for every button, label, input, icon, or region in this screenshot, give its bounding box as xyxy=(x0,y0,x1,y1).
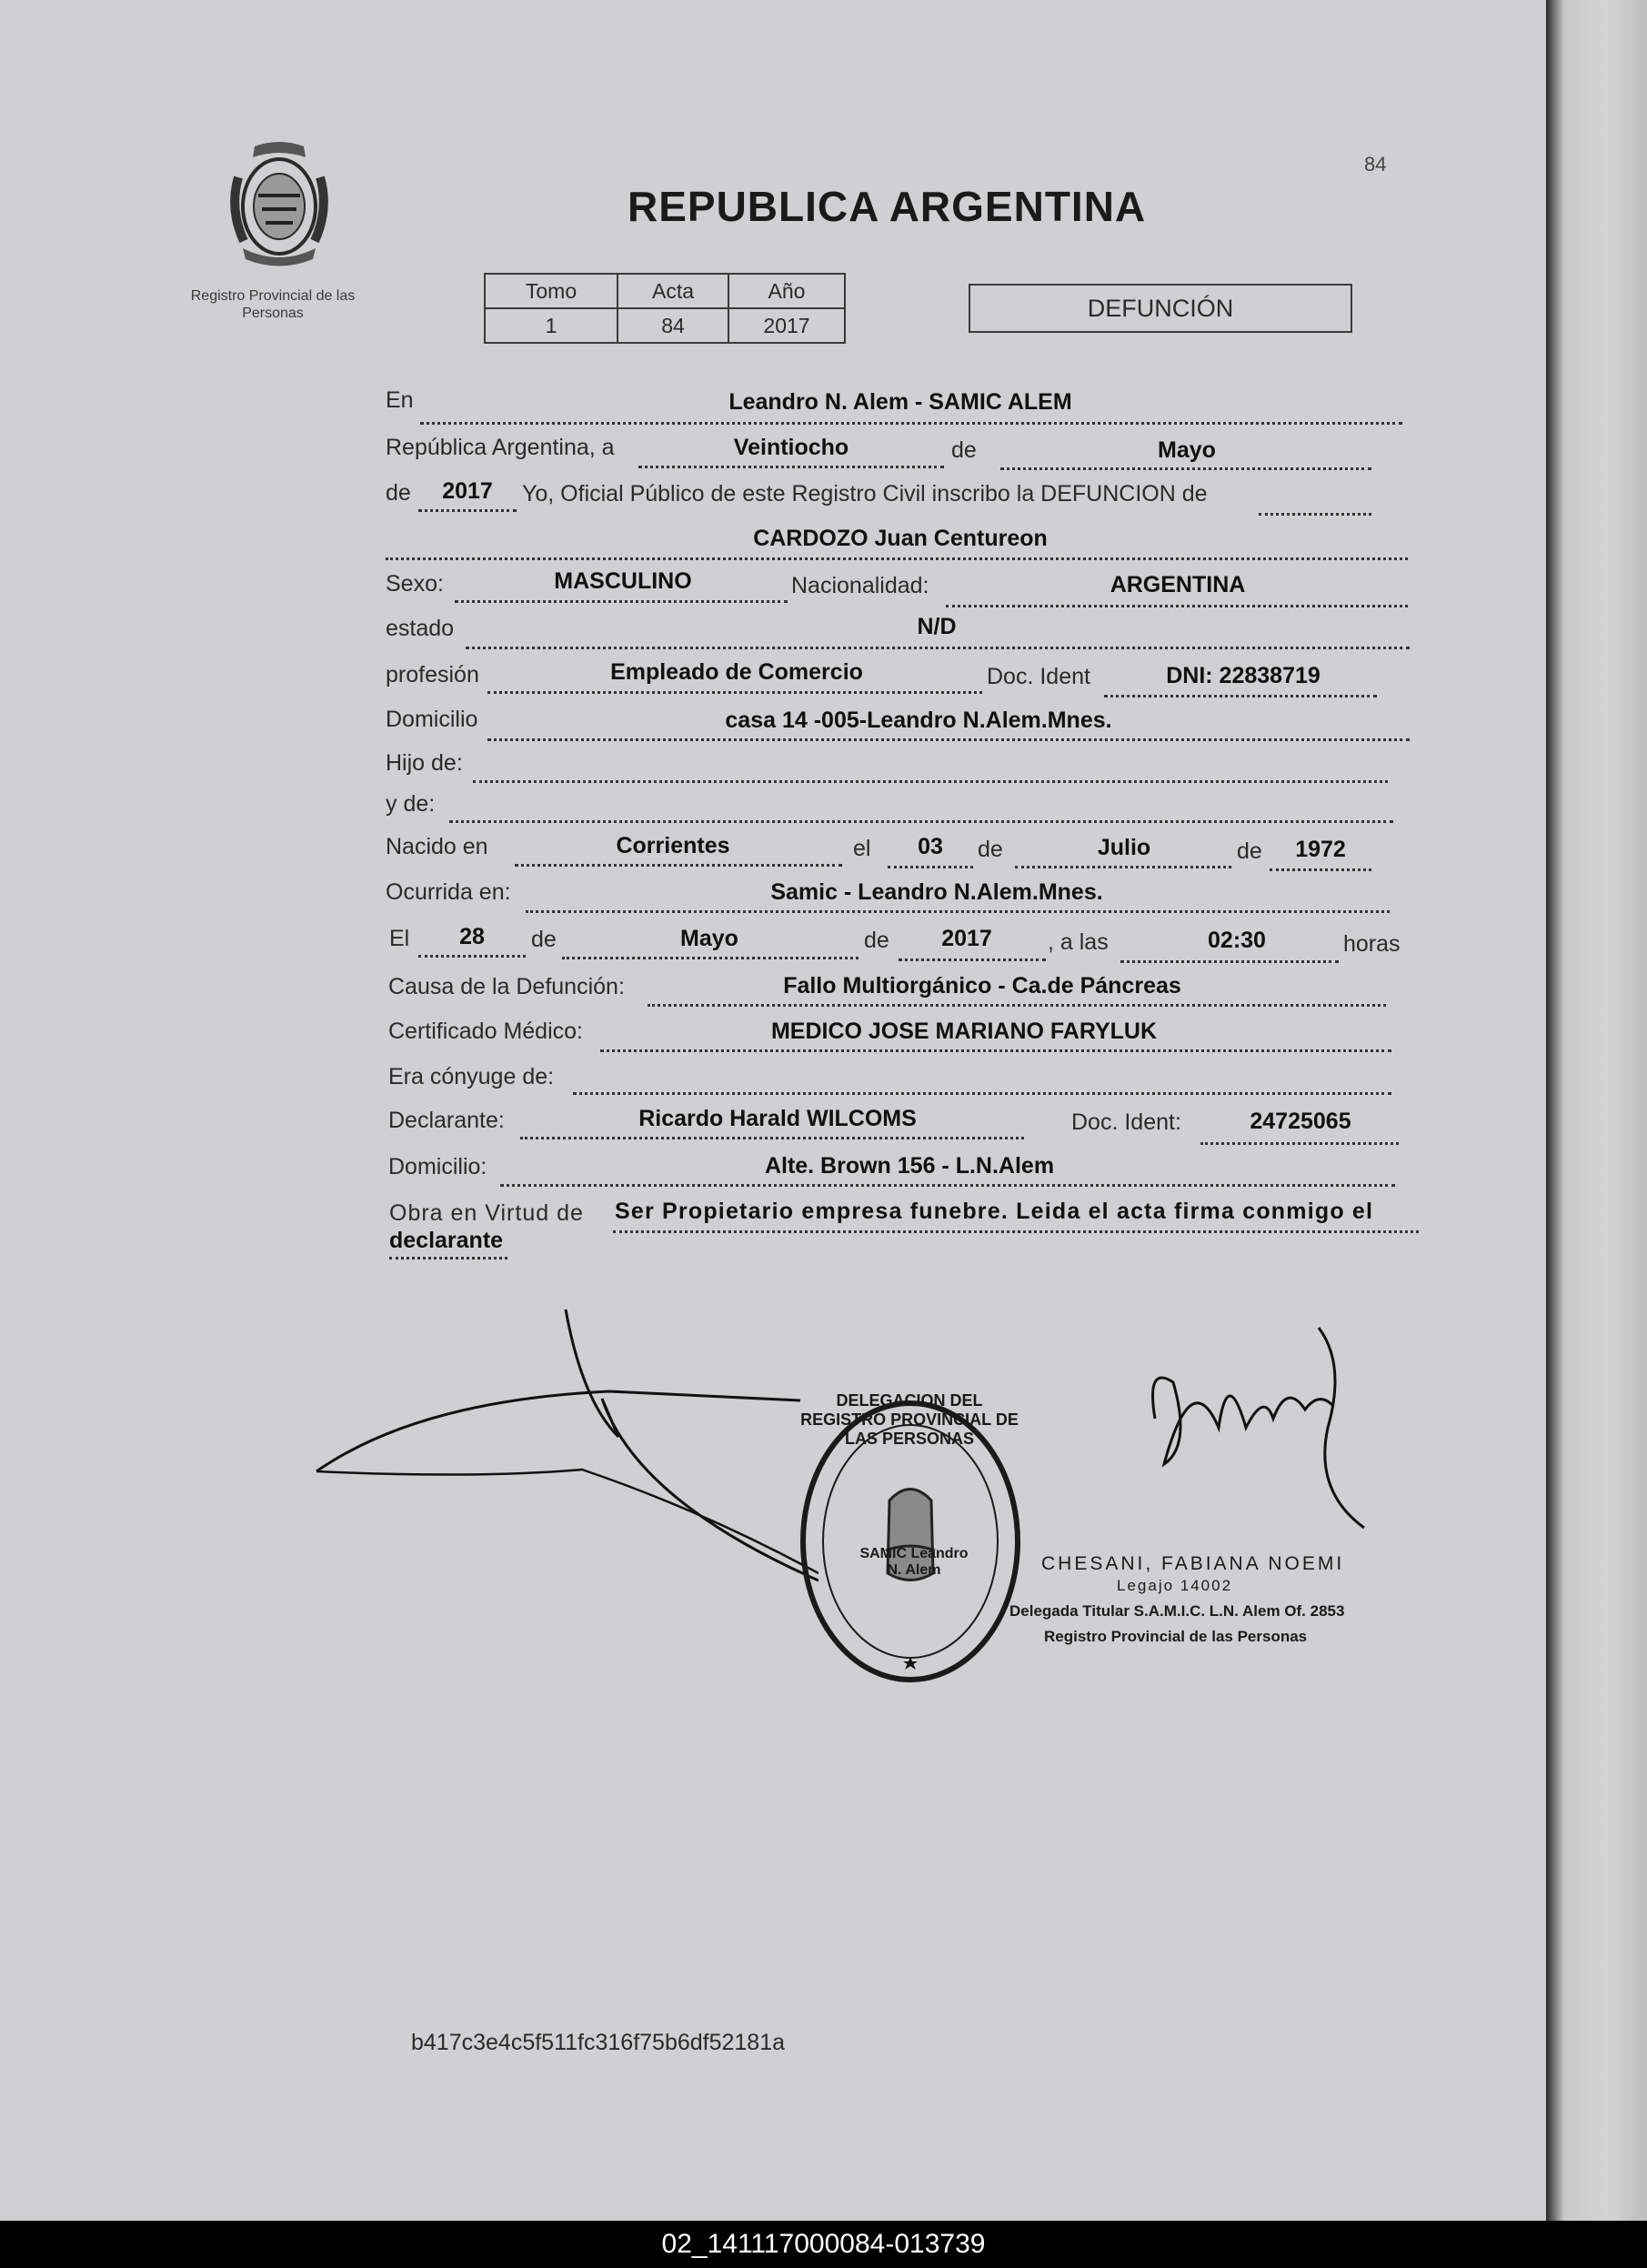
obra-line-2 xyxy=(389,1257,507,1259)
republica-label: República Argentina, a xyxy=(386,435,615,460)
domicilio-value: casa 14 -005-Leandro N.Alem.Mnes. xyxy=(725,707,1112,733)
binder-edge xyxy=(1546,0,1647,2221)
tomo-header: Tomo xyxy=(485,274,618,308)
domicilio-line xyxy=(487,738,1410,741)
estado-label: estado xyxy=(386,616,455,641)
certificado-label: Certificado Médico: xyxy=(388,1019,583,1044)
hora-line xyxy=(1120,960,1339,963)
hora-value: 02:30 xyxy=(1208,928,1266,953)
day-words: Veintiocho xyxy=(733,435,849,460)
scan-id: 02_141117000084-013739 xyxy=(0,2221,1647,2268)
document-hash: b417c3e4c5f511fc316f75b6df52181a xyxy=(411,2030,786,2055)
fallec-mes: Mayo xyxy=(680,926,738,951)
conyuge-label: Era cónyuge de: xyxy=(388,1064,555,1089)
declarante-domicilio-value: Alte. Brown 156 - L.N.Alem xyxy=(764,1153,1055,1179)
doc-ident-value: DNI: 22838719 xyxy=(1166,663,1321,688)
ocurrida-value: Samic - Leandro N.Alem.Mnes. xyxy=(770,879,1103,905)
estado-value: N/D xyxy=(917,614,957,639)
inscribo-line xyxy=(1259,513,1371,516)
declarante-doc-label: Doc. Ident: xyxy=(1071,1109,1181,1135)
acta-header: Acta xyxy=(618,274,728,308)
official-role: Delegada Titular S.A.M.I.C. L.N. Alem Of. 2853 xyxy=(1009,1602,1345,1620)
a-las-label: , a las xyxy=(1048,929,1109,955)
nacionalidad-line xyxy=(946,605,1408,607)
en-value: Leandro N. Alem - SAMIC ALEM xyxy=(728,389,1072,415)
de-label-6: de xyxy=(864,928,889,953)
en-label: En xyxy=(386,387,414,413)
conyuge-line xyxy=(573,1092,1391,1095)
certificado-value: MEDICO JOSE MARIANO FARYLUK xyxy=(770,1019,1158,1044)
causa-line xyxy=(648,1004,1386,1007)
tomo-value: 1 xyxy=(485,308,618,343)
nacido-dia-line xyxy=(888,866,973,868)
de-label-5: de xyxy=(531,927,557,952)
fallec-mes-line xyxy=(562,957,859,959)
estado-line xyxy=(466,647,1410,649)
nacionalidad-label: Nacionalidad: xyxy=(791,573,929,598)
nacionalidad-value: ARGENTINA xyxy=(1110,572,1246,597)
domicilio-label: Domicilio xyxy=(386,707,478,732)
sexo-label: Sexo: xyxy=(386,571,444,597)
nacido-dia: 03 xyxy=(918,834,943,859)
official-registry: Registro Provincial de las Personas xyxy=(1044,1628,1308,1645)
official-legajo: Legajo 14002 xyxy=(1117,1577,1233,1594)
declarante-doc-value: 24725065 xyxy=(1250,1109,1351,1134)
anio-header: Año xyxy=(728,274,845,308)
page-number: 84 xyxy=(1364,153,1387,176)
anio-value: 2017 xyxy=(728,308,845,343)
province-emblem-icon xyxy=(211,141,347,268)
el-label: el xyxy=(853,836,871,861)
hijo-de-label: Hijo de: xyxy=(386,750,463,776)
nacido-anio: 1972 xyxy=(1295,837,1346,862)
de-label-4: de xyxy=(1237,838,1262,864)
y-de-line xyxy=(449,820,1393,823)
declarante-domicilio-label: Domicilio: xyxy=(388,1154,487,1179)
nacido-label: Nacido en xyxy=(386,834,488,859)
official-signature xyxy=(1137,1310,1391,1546)
horas-label: horas xyxy=(1343,931,1401,957)
certificado-line xyxy=(600,1049,1391,1052)
declarante-value: Ricardo Harald WILCOMS xyxy=(638,1106,917,1131)
causa-label: Causa de la Defunción: xyxy=(388,974,625,999)
official-name: CHESANI, FABIANA NOEMI xyxy=(1041,1553,1345,1574)
profesion-line xyxy=(487,691,982,694)
document-type-box: DEFUNCIÓN xyxy=(969,284,1352,333)
obra-value-2: declarante xyxy=(389,1228,504,1253)
declarant-signature xyxy=(309,1300,818,1601)
profesion-label: profesión xyxy=(386,662,479,687)
declarante-label: Declarante: xyxy=(388,1108,505,1133)
page-title: REPUBLICA ARGENTINA xyxy=(628,183,1147,230)
nacido-mes-line xyxy=(1015,866,1231,868)
de-label-2: de xyxy=(386,480,411,506)
fallec-dia: 28 xyxy=(459,924,485,949)
year-line xyxy=(418,509,517,512)
fallec-anio: 2017 xyxy=(941,926,992,951)
deceased-name: CARDOZO Juan Centureon xyxy=(753,526,1048,551)
obra-label: Obra en Virtud de xyxy=(389,1200,584,1226)
deceased-line xyxy=(386,557,1408,560)
nacido-lugar-line xyxy=(515,864,842,867)
ocurrida-line xyxy=(526,910,1390,913)
fallec-anio-line xyxy=(899,958,1046,961)
month-line xyxy=(1000,467,1371,470)
reference-table xyxy=(484,273,846,344)
nacido-lugar: Corrientes xyxy=(616,833,730,858)
de-label-1: de xyxy=(951,437,977,463)
sexo-value: MASCULINO xyxy=(554,568,692,594)
year-value: 2017 xyxy=(442,478,493,504)
inscribo-text: Yo, Oficial Público de este Registro Civil inscribo la DEFUNCION de xyxy=(522,481,1208,507)
causa-value: Fallo Multiorgánico - Ca.de Páncreas xyxy=(783,973,1181,999)
declarante-line xyxy=(520,1137,1024,1139)
day-line xyxy=(638,466,944,468)
seal-inner-text: SAMIC Leandro N. Alem xyxy=(859,1546,969,1578)
hijo-de-line xyxy=(473,780,1388,783)
acta-value: 84 xyxy=(618,308,728,343)
obra-value: Ser Propietario empresa funebre. Leida el acta firma conmigo el xyxy=(615,1199,1374,1224)
doc-ident-label: Doc. Ident xyxy=(987,664,1090,689)
ocurrida-label: Ocurrida en: xyxy=(386,879,511,905)
declarante-doc-line xyxy=(1200,1142,1399,1145)
declarante-domicilio-line xyxy=(500,1184,1395,1187)
nacido-mes: Julio xyxy=(1097,835,1151,860)
nacido-anio-line xyxy=(1270,868,1371,871)
sexo-line xyxy=(455,600,788,603)
y-de-label: y de: xyxy=(386,791,436,817)
fallec-dia-line xyxy=(418,955,526,958)
doc-ident-line xyxy=(1104,695,1377,697)
obra-line xyxy=(613,1230,1419,1233)
month-value: Mayo xyxy=(1158,437,1216,463)
en-line xyxy=(420,422,1402,425)
profesion-value: Empleado de Comercio xyxy=(610,659,863,685)
seal-text: DELEGACION DEL REGISTRO PROVINCIAL DE LAS PERSONAS xyxy=(800,1391,1019,1448)
de-label-3: de xyxy=(978,837,1003,862)
registry-label: Registro Provincial de las Personas xyxy=(190,288,356,321)
el-cap-label: El xyxy=(389,926,410,951)
